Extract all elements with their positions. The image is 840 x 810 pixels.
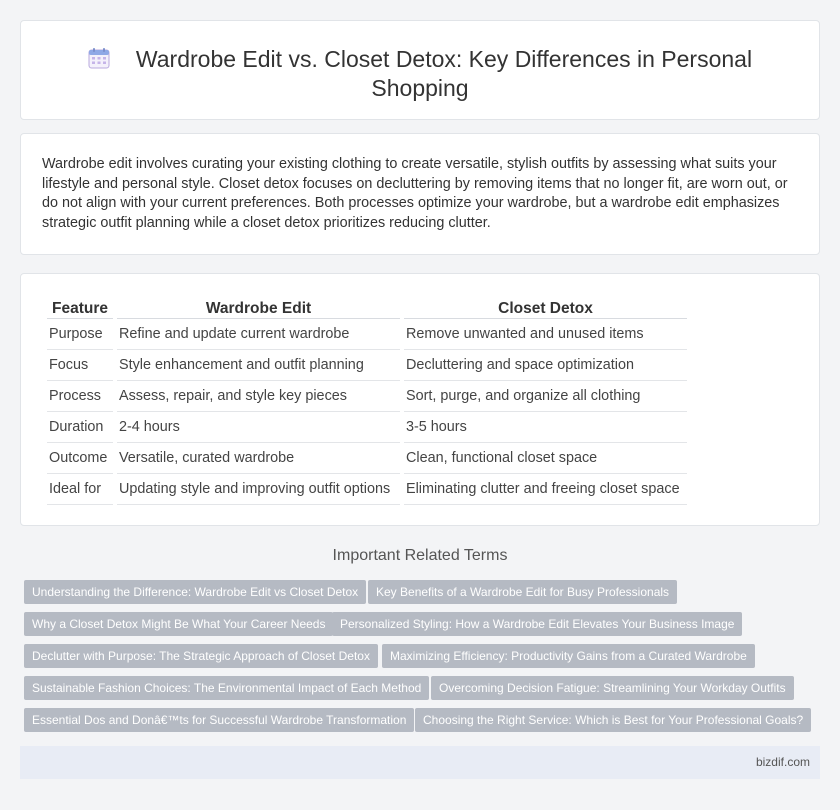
- related-term-link[interactable]: Sustainable Fashion Choices: The Environmental Impact of Each Method: [24, 676, 429, 700]
- calendar-icon: [88, 47, 110, 69]
- table-row: [47, 319, 687, 350]
- related-term-link[interactable]: Maximizing Efficiency: Productivity Gains from a Curated Wardrobe: [382, 644, 755, 668]
- table-row: [47, 350, 687, 381]
- comparison-card: [20, 273, 820, 526]
- wardrobe-edit-cell: Refine and update current wardrobe: [117, 319, 400, 350]
- summary-text: Wardrobe edit involves curating your existing clothing to create versatile, stylish outfits by assessing what suits your lifestyle and personal style. Closet detox focuses on decluttering by removing items that no longer fit, are worn out, or do not align with your current preferences. Both processes optimize your wardrobe, but a wardrobe edit emphasizes strategic outfit planning while a closet detox prioritizes reducing clutter.: [42, 156, 788, 231]
- closet-detox-cell: Remove unwanted and unused items: [404, 319, 687, 350]
- closet-detox-cell: 3-5 hours: [404, 412, 687, 443]
- related-term-link[interactable]: Choosing the Right Service: Which is Best for Your Professional Goals?: [415, 708, 811, 732]
- closet-detox-cell: Decluttering and space optimization: [404, 350, 687, 381]
- closet-detox-cell: Sort, purge, and organize all clothing: [404, 381, 687, 412]
- header-card: [20, 20, 820, 120]
- feature-cell: Focus: [47, 350, 113, 381]
- wardrobe-edit-cell: Updating style and improving outfit options: [117, 474, 400, 505]
- related-term-link[interactable]: Overcoming Decision Fatigue: Streamlining Your Workday Outfits: [431, 676, 794, 700]
- feature-cell: Process: [47, 381, 113, 412]
- feature-cell: Outcome: [47, 443, 113, 474]
- related-term-link[interactable]: Understanding the Difference: Wardrobe Edit vs Closet Detox: [24, 580, 366, 604]
- closet-detox-cell: Eliminating clutter and freeing closet space: [404, 474, 687, 505]
- wardrobe-edit-cell: Versatile, curated wardrobe: [117, 443, 400, 474]
- related-term-link[interactable]: Key Benefits of a Wardrobe Edit for Busy Professionals: [368, 580, 677, 604]
- feature-cell: Ideal for: [47, 474, 113, 505]
- table-row: [47, 443, 687, 474]
- closet-detox-cell: Clean, functional closet space: [404, 443, 687, 474]
- related-term-link[interactable]: Declutter with Purpose: The Strategic Approach of Closet Detox: [24, 644, 378, 668]
- footer: [20, 746, 820, 779]
- summary-card: [20, 133, 820, 255]
- page-title: Wardrobe Edit vs. Closet Detox: Key Differences in Personal Shopping: [135, 46, 753, 101]
- wardrobe-edit-cell: Style enhancement and outfit planning: [117, 350, 400, 381]
- feature-cell: Purpose: [47, 319, 113, 350]
- table-row: [47, 412, 687, 443]
- related-term-link[interactable]: Personalized Styling: How a Wardrobe Edit Elevates Your Business Image: [332, 612, 742, 636]
- table-row: [47, 474, 687, 505]
- table-header-row: [47, 296, 687, 319]
- wardrobe-edit-cell: 2-4 hours: [117, 412, 400, 443]
- header-feature: Feature: [47, 296, 113, 319]
- header-wardrobe-edit: Wardrobe Edit: [117, 296, 400, 319]
- feature-cell: Duration: [47, 412, 113, 443]
- page-title-wrap: [21, 45, 819, 103]
- comparison-table: [43, 296, 691, 505]
- header-closet-detox: Closet Detox: [404, 296, 687, 319]
- wardrobe-edit-cell: Assess, repair, and style key pieces: [117, 381, 400, 412]
- related-term-link[interactable]: Why a Closet Detox Might Be What Your Career Needs: [24, 612, 333, 636]
- table-row: [47, 381, 687, 412]
- footer-site[interactable]: bizdif.com: [755, 755, 810, 769]
- related-term-link[interactable]: Essential Dos and Donâ€™ts for Successful Wardrobe Transformation: [24, 708, 414, 732]
- related-terms-title: Important Related Terms: [332, 547, 508, 564]
